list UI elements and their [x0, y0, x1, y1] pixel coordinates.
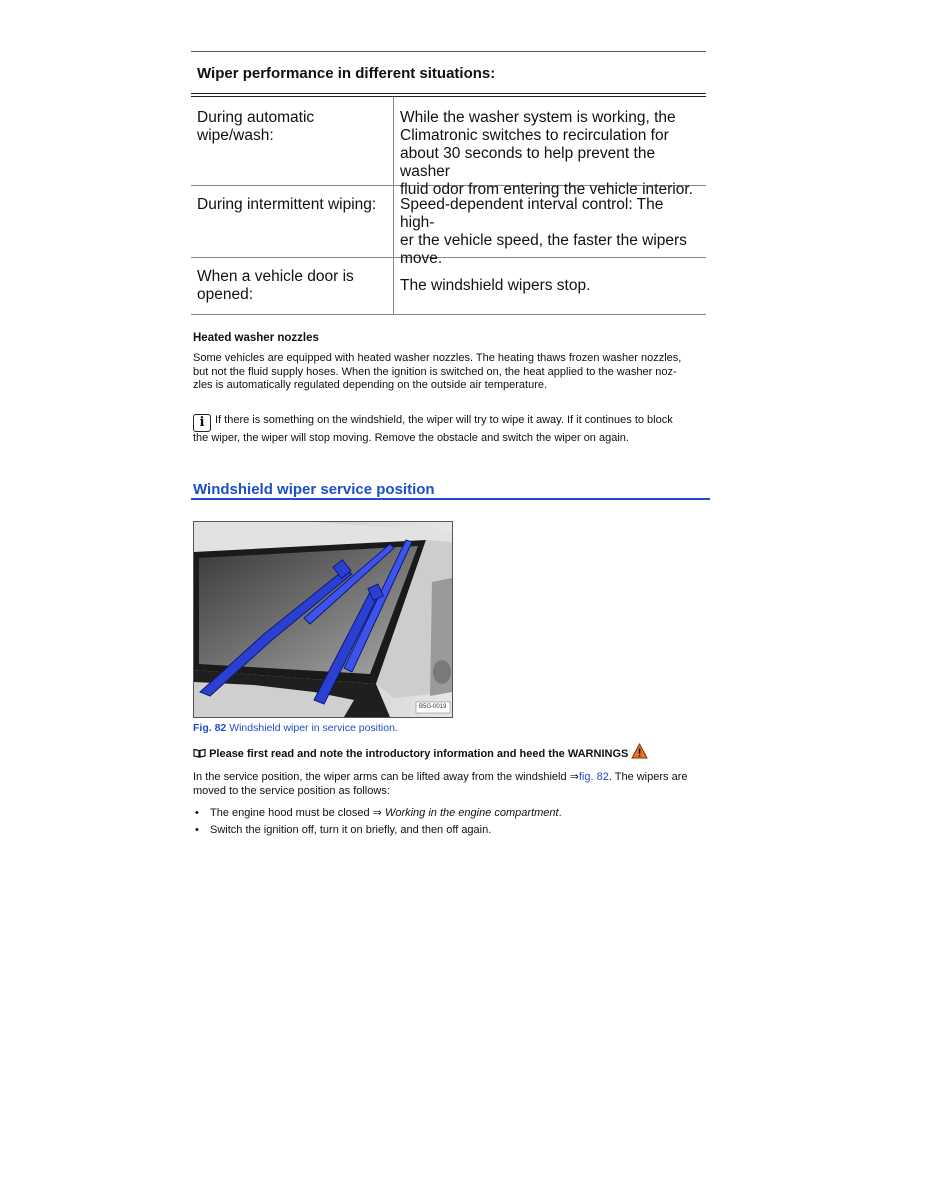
figure-link[interactable]: fig. 82: [578, 771, 609, 783]
cell-line: During intermittent wiping:: [197, 196, 377, 213]
section-underline: [191, 498, 710, 500]
note-line-1: [193, 414, 713, 432]
list-item: [193, 805, 713, 822]
list-item-reference[interactable]: Working in the engine compartment: [384, 807, 559, 819]
cell-line: move.: [400, 250, 443, 267]
book-icon: [193, 748, 206, 758]
wiper-performance-table: [191, 51, 706, 315]
table-cell-behavior: [394, 97, 706, 198]
info-icon: i: [193, 414, 211, 432]
paragraph-line: Some vehicles are equipped with heated washer nozzles. The heating thaws frozen washer nozzles,: [193, 352, 682, 364]
cell-line: wipe/wash:: [197, 127, 274, 144]
service-text: In the service position, the wiper arms can be lifted away from the windshield ⇒: [193, 771, 579, 783]
cell-line: The windshield wipers stop.: [400, 277, 591, 294]
table-cell-situation: [191, 258, 394, 314]
section-heading: Windshield wiper service position: [193, 481, 435, 498]
cell-line: er the vehicle speed, the faster the wipers: [400, 232, 687, 249]
table-cell-behavior: [394, 186, 706, 267]
cell-line: While the washer system is working, the: [400, 109, 676, 126]
figure-code: B5G-0019: [419, 704, 447, 710]
table-cell-situation: [191, 97, 394, 185]
notice-text: Please first read and note the introductory information and heed the WARNINGS: [209, 748, 629, 760]
service-paragraph: [193, 771, 713, 798]
list-item-text: Switch the ignition off, turn it on briefly, and then off again.: [210, 824, 492, 836]
paragraph-line: but not the fluid supply hoses. When the ignition is switched on, the heat applied to the washer noz-: [193, 365, 677, 378]
service-line-1: [193, 771, 713, 785]
wiper-figure: [193, 521, 453, 718]
service-steps-list: [193, 805, 713, 839]
heated-nozzles-paragraph: [193, 352, 713, 393]
cell-line: During automatic: [197, 109, 315, 126]
heated-nozzles-heading: Heated washer nozzles: [193, 332, 319, 344]
figure-caption: [193, 722, 398, 734]
list-item: [193, 822, 713, 839]
warning-triangle-icon: [631, 743, 648, 759]
cell-line: When a vehicle door is: [197, 268, 354, 285]
table-cell-behavior: [394, 258, 706, 314]
table-row: [191, 258, 706, 315]
figure-caption-text: Windshield wiper in service position.: [229, 722, 398, 734]
note-text: If there is something on the windshield, the wiper will try to wipe it away. If it continues to block: [215, 414, 673, 426]
service-line-2: moved to the service position as follows:: [193, 784, 390, 797]
wiper-illustration: [194, 522, 452, 717]
list-item-end: .: [558, 807, 562, 819]
table-cell-situation: [191, 186, 394, 257]
read-warnings-notice: [193, 743, 648, 760]
note-line-2: the wiper, the wiper will stop moving. Remove the obstacle and switch the wiper on again.: [193, 432, 629, 444]
list-item-text: The engine hood must be closed ⇒: [210, 807, 385, 819]
info-note: [193, 410, 713, 446]
cell-line: about 30 seconds to help prevent the washer: [400, 145, 656, 180]
table-title: Wiper performance in different situations:: [197, 65, 496, 82]
figure-label[interactable]: Fig. 82: [193, 722, 227, 734]
cell-line: Speed-dependent interval control: The high-: [400, 196, 664, 231]
cell-line: fluid odor from entering the vehicle interior.: [400, 181, 693, 198]
cell-line: opened:: [197, 286, 254, 303]
service-text-end: . The wipers are: [608, 771, 688, 783]
paragraph-line: zles is automatically regulated depending on the outside air temperature.: [193, 379, 548, 391]
cell-line: Climatronic switches to recirculation for: [400, 127, 669, 144]
table-row: [191, 186, 706, 267]
table-row: [191, 97, 706, 198]
